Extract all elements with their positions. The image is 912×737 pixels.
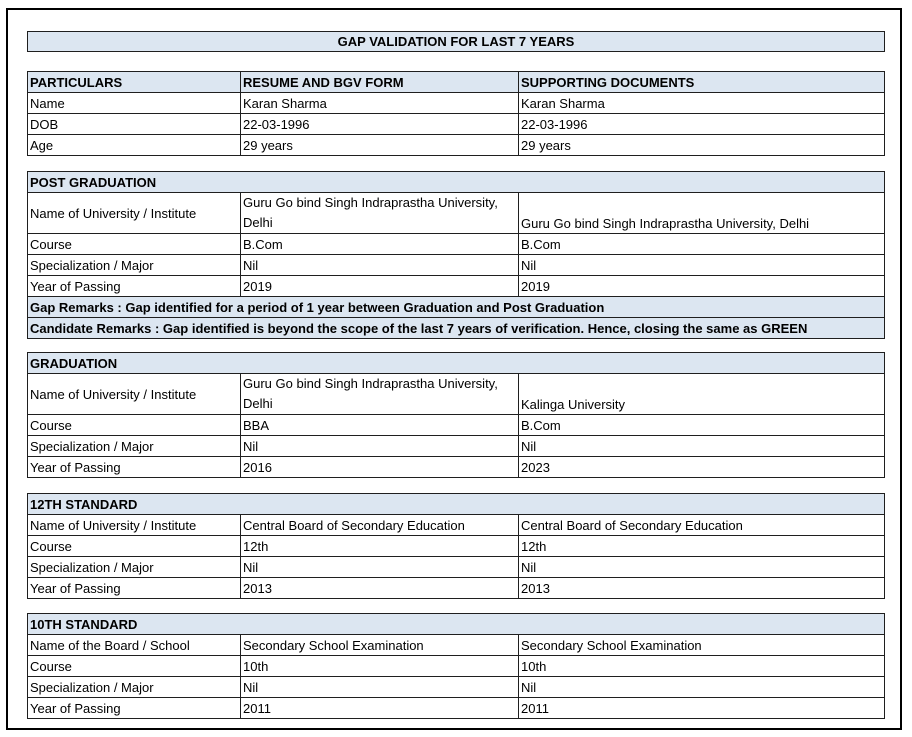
table-row: [28, 436, 885, 457]
resume-value: 2011: [241, 698, 519, 719]
row-label: Course: [28, 415, 241, 436]
resume-value: 12th: [241, 536, 519, 557]
docs-value: 2011: [519, 698, 885, 719]
table-row: [28, 698, 885, 719]
header-docs: SUPPORTING DOCUMENTS: [519, 72, 885, 93]
docs-value: 29 years: [519, 135, 885, 156]
particulars-header-row: [28, 72, 885, 93]
row-label: Name of the Board / School: [28, 635, 241, 656]
table-row: [28, 635, 885, 656]
row-label: DOB: [28, 114, 241, 135]
header-resume: RESUME AND BGV FORM: [241, 72, 519, 93]
docs-value: 22-03-1996: [519, 114, 885, 135]
resume-value: 10th: [241, 656, 519, 677]
twelfth-standard-table: [27, 493, 885, 599]
row-label: Name of University / Institute: [28, 515, 241, 536]
resume-value: Nil: [241, 557, 519, 578]
row-label: Specialization / Major: [28, 677, 241, 698]
row-label: Course: [28, 536, 241, 557]
particulars-table: [27, 71, 885, 156]
docs-value: Central Board of Secondary Education: [519, 515, 885, 536]
row-label: Name of University / Institute: [28, 374, 241, 415]
title-table: [27, 31, 885, 52]
docs-value: 2023: [519, 457, 885, 478]
resume-value: 2013: [241, 578, 519, 599]
row-label: Course: [28, 234, 241, 255]
table-row: [28, 677, 885, 698]
row-label: Name of University / Institute: [28, 193, 241, 234]
row-label: Specialization / Major: [28, 436, 241, 457]
table-row: [28, 135, 885, 156]
row-label: Age: [28, 135, 241, 156]
page-title: GAP VALIDATION FOR LAST 7 YEARS: [28, 32, 885, 52]
docs-value: 12th: [519, 536, 885, 557]
table-row: [28, 234, 885, 255]
tenth-standard-table: [27, 613, 885, 719]
resume-value: Nil: [241, 436, 519, 457]
resume-value: Guru Go bind Singh Indraprastha University, Delhi: [241, 193, 519, 234]
table-row: [28, 93, 885, 114]
resume-value: Nil: [241, 677, 519, 698]
resume-value: Secondary School Examination: [241, 635, 519, 656]
row-label: Specialization / Major: [28, 557, 241, 578]
table-row: [28, 457, 885, 478]
row-label: Year of Passing: [28, 698, 241, 719]
resume-value: B.Com: [241, 234, 519, 255]
section-heading-tenth: 10TH STANDARD: [28, 614, 885, 635]
resume-value: Karan Sharma: [241, 93, 519, 114]
resume-value: 29 years: [241, 135, 519, 156]
docs-value: 2019: [519, 276, 885, 297]
table-row: [28, 515, 885, 536]
docs-value: Karan Sharma: [519, 93, 885, 114]
section-heading-twelfth: 12TH STANDARD: [28, 494, 885, 515]
docs-value: Nil: [519, 436, 885, 457]
table-row: [28, 193, 885, 234]
table-row: [28, 255, 885, 276]
table-row: [28, 557, 885, 578]
resume-value: Central Board of Secondary Education: [241, 515, 519, 536]
row-label: Year of Passing: [28, 578, 241, 599]
row-label: Course: [28, 656, 241, 677]
docs-value: 2013: [519, 578, 885, 599]
row-label: Name: [28, 93, 241, 114]
table-row: [28, 536, 885, 557]
docs-value: B.Com: [519, 415, 885, 436]
header-particulars: PARTICULARS: [28, 72, 241, 93]
row-label: Year of Passing: [28, 457, 241, 478]
docs-value: Guru Go bind Singh Indraprastha University, Delhi: [519, 193, 885, 234]
table-row: [28, 578, 885, 599]
row-label: Year of Passing: [28, 276, 241, 297]
resume-value: Nil: [241, 255, 519, 276]
resume-value: Guru Go bind Singh Indraprastha University, Delhi: [241, 374, 519, 415]
post-graduation-table: [27, 171, 885, 339]
docs-value: Nil: [519, 557, 885, 578]
table-row: [28, 656, 885, 677]
resume-value: BBA: [241, 415, 519, 436]
docs-value: 10th: [519, 656, 885, 677]
row-label: Specialization / Major: [28, 255, 241, 276]
resume-value: 2016: [241, 457, 519, 478]
section-heading-post-graduation: POST GRADUATION: [28, 172, 885, 193]
gap-remarks: Gap Remarks : Gap identified for a period of 1 year between Graduation and Post Graduation: [28, 297, 885, 318]
section-heading-graduation: GRADUATION: [28, 353, 885, 374]
candidate-remarks: Candidate Remarks : Gap identified is beyond the scope of the last 7 years of verification. Hence, closing the same as GREEN: [28, 318, 885, 339]
docs-value: Kalinga University: [519, 374, 885, 415]
graduation-table: [27, 352, 885, 478]
table-row: [28, 276, 885, 297]
docs-value: B.Com: [519, 234, 885, 255]
table-row: [28, 114, 885, 135]
table-row: [28, 415, 885, 436]
docs-value: Nil: [519, 255, 885, 276]
table-row: [28, 374, 885, 415]
docs-value: Nil: [519, 677, 885, 698]
docs-value: Secondary School Examination: [519, 635, 885, 656]
resume-value: 22-03-1996: [241, 114, 519, 135]
resume-value: 2019: [241, 276, 519, 297]
